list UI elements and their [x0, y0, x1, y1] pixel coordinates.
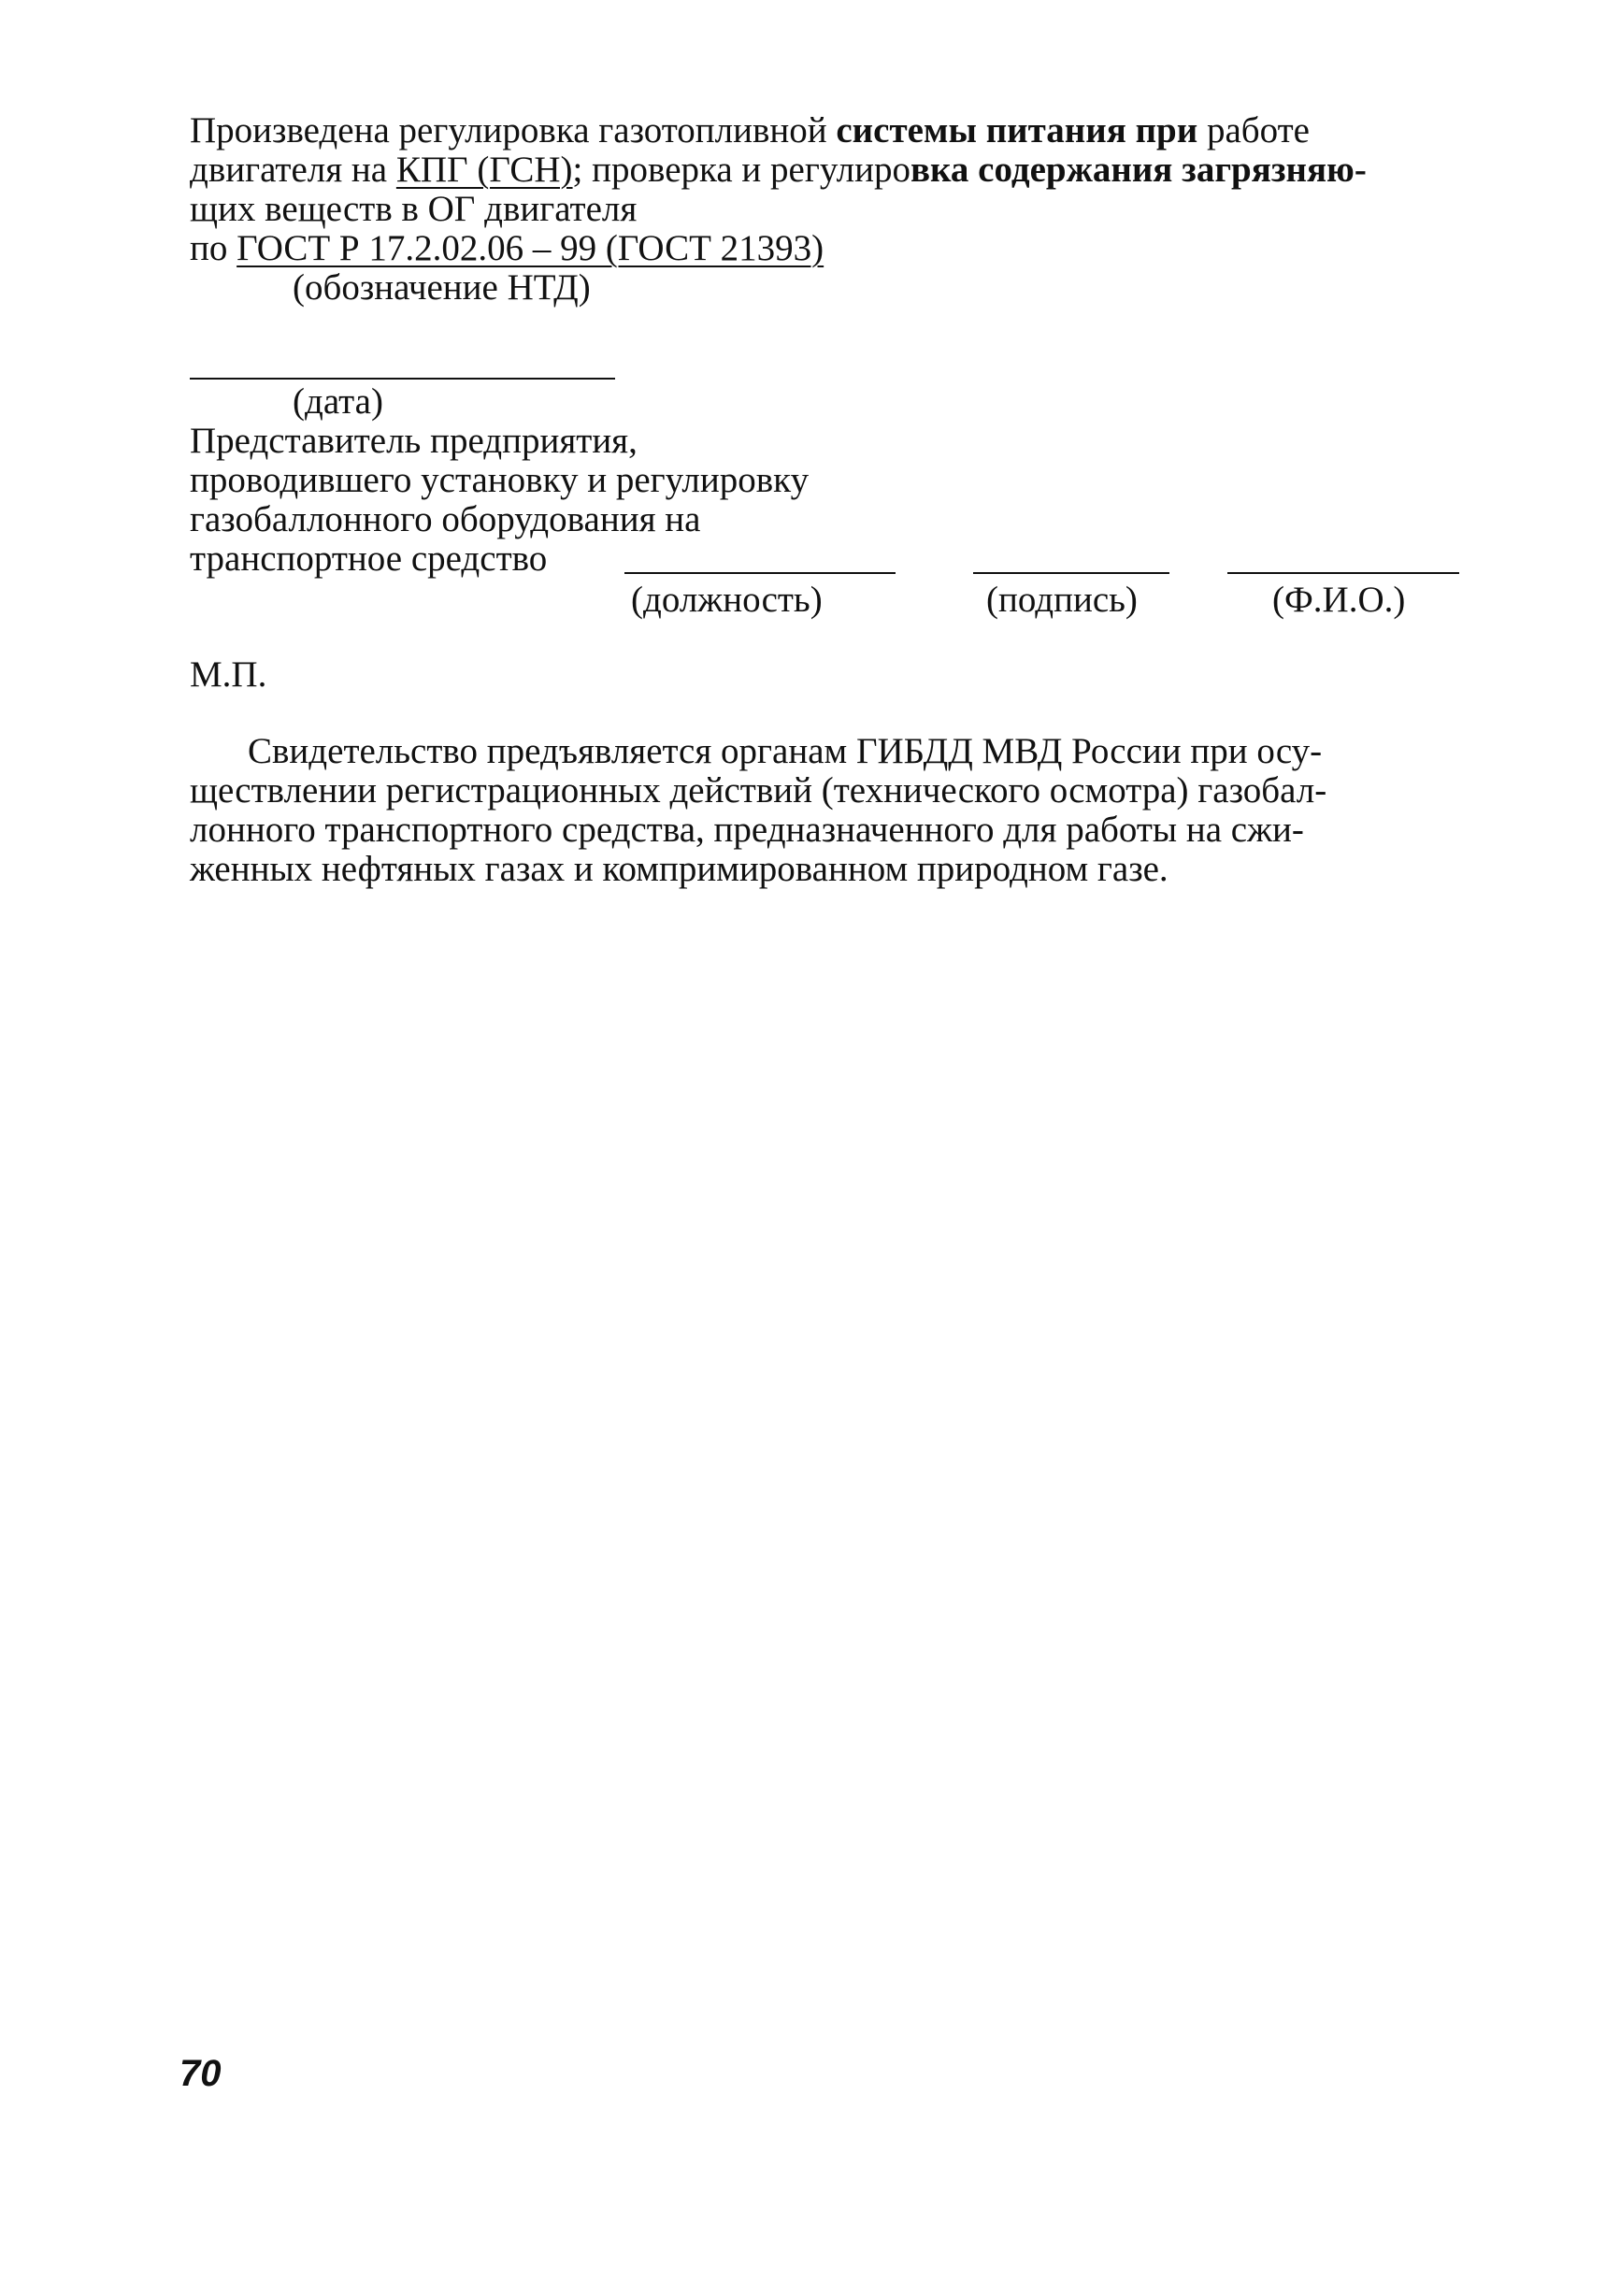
- statement-bold-text: вка содержания загрязняю-: [910, 150, 1367, 190]
- representative-line-2: проводившего установку и регулировку: [190, 460, 810, 500]
- statement-line-4: [190, 228, 824, 269]
- ntd-caption: (обозначение НТД): [293, 267, 591, 308]
- signature-caption: (подпись): [986, 580, 1138, 620]
- position-caption: (должность): [631, 580, 823, 620]
- position-line: [624, 572, 896, 574]
- name-line: [1227, 572, 1459, 574]
- statement-line-1: [190, 110, 1310, 151]
- standard-reference-value: ГОСТ Р 17.2.02.06 – 99 (ГОСТ 21393): [237, 228, 824, 268]
- statement-text: щих веществ в ОГ двигателя: [190, 189, 638, 229]
- fuel-type-value: КПГ (ГСН): [395, 150, 573, 190]
- note-line-3: лонного транспортного средства, предназначенного для работы на сжи-: [190, 810, 1304, 850]
- note-line-1: Свидетельство предъявляется органам ГИБДД МВД России при осу-: [248, 731, 1323, 771]
- statement-text: двигателя на: [190, 150, 396, 190]
- statement-bold-text: системы питания при: [836, 110, 1198, 151]
- page-number: 70: [179, 2053, 222, 2094]
- representative-line-3: газобаллонного оборудования на: [190, 499, 701, 539]
- representative-line-4: транспортное средство: [190, 538, 548, 579]
- note-line-4: женных нефтяных газах и компримированном природном газе.: [190, 849, 1168, 889]
- date-caption: (дата): [293, 381, 383, 422]
- note-line-2: ществлении регистрационных действий (технического осмотра) газобал-: [190, 770, 1327, 811]
- statement-line-3: [190, 189, 637, 230]
- signature-line: [973, 572, 1169, 574]
- representative-line-1: Представитель предприятия,: [190, 421, 638, 461]
- statement-text: работе: [1197, 110, 1310, 151]
- name-caption: (Ф.И.О.): [1272, 580, 1406, 620]
- statement-text: по: [190, 228, 237, 268]
- statement-line-2: [190, 150, 1367, 191]
- statement-text: Произведена регулировка газотопливной: [190, 110, 837, 151]
- date-line: [190, 378, 615, 380]
- statement-text: ; проверка и регулиро: [572, 150, 910, 190]
- seal-label: М.П.: [190, 654, 267, 695]
